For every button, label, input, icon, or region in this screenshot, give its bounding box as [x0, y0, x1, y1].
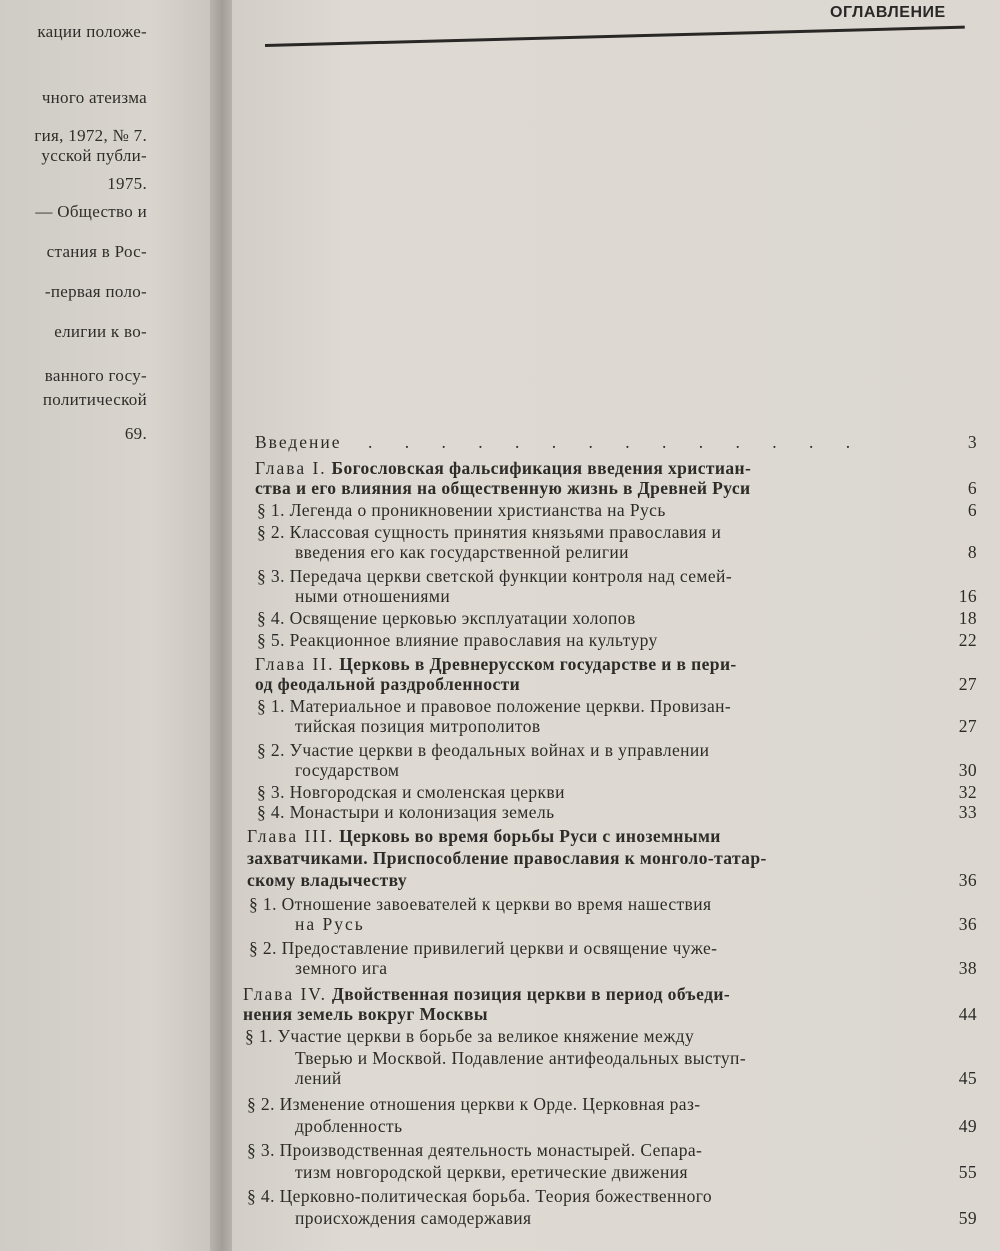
- toc-page-number: 30: [958, 760, 977, 780]
- section-title-line: § 2. Классовая сущность принятия князьями православия и: [257, 522, 722, 542]
- page-title: ОГЛАВЛЕНИЕ: [830, 4, 946, 21]
- chapter-prefix: Глава III.: [247, 826, 335, 846]
- chapter-title-line: нения земель вокруг Москвы: [243, 1004, 488, 1024]
- left-text-line: кации положе-: [37, 22, 147, 41]
- left-text-line: елигии к во-: [54, 322, 147, 341]
- toc-page-number: 8: [967, 542, 977, 562]
- chapter-title-line: скому владычеству: [247, 870, 408, 890]
- toc-page-number: 44: [958, 1004, 977, 1024]
- toc-page-number: 38: [958, 958, 977, 978]
- section-title-line: лений: [295, 1068, 342, 1088]
- toc-page-number: 22: [958, 630, 977, 650]
- section-title-line: происхождения самодержавия: [295, 1208, 532, 1228]
- left-text-line: ванного госу-: [44, 366, 147, 385]
- chapter-title-line: Церковь в Древнерусском государстве и в пери-: [339, 654, 737, 674]
- toc-page-number: 36: [958, 914, 977, 934]
- toc-leader: . . . . . . . . . . . . . .: [368, 432, 865, 452]
- section-title-line: введения его как государственной религии: [295, 542, 629, 562]
- chapter-title-line: ства и его влияния на общественную жизнь в Древней Руси: [255, 478, 751, 498]
- chapter-title-line: Богословская фальсификация введения христиан-: [331, 458, 752, 478]
- section-title-line: § 2. Участие церкви в феодальных войнах и в управлении: [257, 740, 710, 760]
- toc-page-number: 49: [958, 1116, 977, 1136]
- section-title-line: § 1. Участие церкви в борьбе за великое княжение между: [245, 1026, 695, 1046]
- toc-intro-label: Введение: [255, 432, 342, 452]
- left-text-line: политической: [42, 390, 147, 409]
- toc-page-number: 27: [958, 716, 977, 736]
- section-title-line: § 4. Церковно-политическая борьба. Теория божественного: [247, 1186, 713, 1206]
- section-title-line: § 2. Предоставление привилегий церкви и освящение чуже-: [249, 938, 718, 958]
- toc-page-number: 33: [958, 802, 977, 822]
- chapter-prefix: Глава I.: [255, 458, 327, 478]
- toc-page-number: 55: [958, 1162, 977, 1182]
- section-title-line: Тверью и Москвой. Подавление антифеодальных выступ-: [295, 1048, 747, 1068]
- section-title-line: § 3. Передача церкви светской функции контроля над семей-: [257, 566, 733, 586]
- chapter-title-line: захватчиками. Приспособление православия к монголо-татар-: [247, 848, 767, 868]
- section-title-line: ными отношениями: [295, 586, 451, 606]
- left-text-line: — Общество и: [35, 202, 147, 221]
- section-title-line: государством: [295, 760, 400, 780]
- chapter-prefix: Глава II.: [255, 654, 335, 674]
- chapter-title-line: Церковь во время борьбы Руси с иноземными: [339, 826, 721, 846]
- toc-page-number: 6: [967, 500, 977, 520]
- toc-page-number: 59: [958, 1208, 977, 1228]
- left-text-line: гия, 1972, № 7.: [34, 126, 147, 145]
- section-title-line: § 3. Новгородская и смоленская церкви: [257, 782, 565, 802]
- toc-page-number: 45: [958, 1068, 977, 1088]
- section-title-line: дробленность: [295, 1116, 403, 1136]
- toc-page-number: 16: [958, 586, 977, 606]
- section-title-line: § 5. Реакционное влияние православия на культуру: [257, 630, 658, 650]
- left-text-line: -первая поло-: [44, 282, 147, 301]
- toc-page-number: 36: [958, 870, 977, 890]
- left-text-line: 69.: [124, 424, 147, 443]
- left-page: [0, 0, 215, 1251]
- chapter-title-line: од феодальной раздробленности: [255, 674, 521, 694]
- left-text-line: чного атеизма: [41, 88, 147, 107]
- toc-page-number: 3: [967, 432, 977, 452]
- left-text-line: стания в Рос-: [46, 242, 147, 261]
- section-title-line: § 3. Производственная деятельность монастырей. Сепара-: [247, 1140, 703, 1160]
- section-title-line: § 1. Отношение завоевателей к церкви во время нашествия: [249, 894, 712, 914]
- toc-page-number: 6: [967, 478, 977, 498]
- chapter-title-line: Двойственная позиция церкви в период объеди-: [331, 984, 731, 1004]
- section-title-line: § 1. Материальное и правовое положение церкви. Провизан-: [257, 696, 732, 716]
- chapter-prefix: Глава IV.: [243, 984, 328, 1004]
- section-title-line: земного ига: [295, 958, 388, 978]
- section-title-line: на Русь: [295, 914, 365, 934]
- section-title-line: § 4. Освящение церковью эксплуатации холопов: [257, 608, 636, 628]
- section-title-line: § 2. Изменение отношения церкви к Орде. Церковная раз-: [247, 1094, 701, 1114]
- toc-page-number: 32: [958, 782, 977, 802]
- section-title-line: § 1. Легенда о проникновении христианства на Русь: [257, 500, 666, 520]
- toc-page-number: 27: [958, 674, 977, 694]
- section-title-line: тизм новгородской церкви, еретические движения: [295, 1162, 688, 1182]
- section-title-line: § 4. Монастыри и колонизация земель: [257, 802, 555, 822]
- left-text-line: усской публи-: [41, 146, 147, 165]
- toc-page-number: 18: [958, 608, 977, 628]
- section-title-line: тийская позиция митрополитов: [295, 716, 541, 736]
- left-text-line: 1975.: [107, 174, 147, 193]
